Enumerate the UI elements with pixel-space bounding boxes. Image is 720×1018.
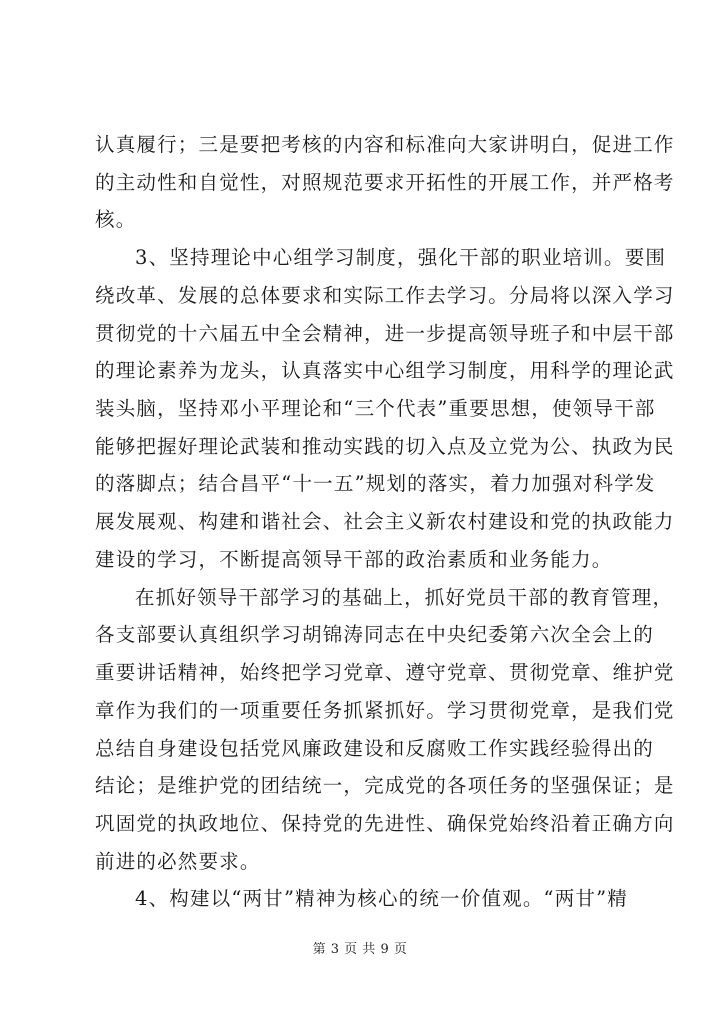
text-line: 总结自身建设包括党风廉政建设和反腐败工作实践经验得出的 bbox=[95, 737, 654, 760]
text-line: 认真履行；三是要把考核的内容和标准向大家讲明白，促进工作 bbox=[95, 133, 675, 156]
text-line: 各支部要认真组织学习胡锦涛同志在中央纪委第六次全会上的 bbox=[95, 623, 654, 646]
text-line: 绕改革、发展的总体要求和实际工作去学习。分局将以深入学习 bbox=[95, 284, 675, 307]
text-line: 前进的必然要求。 bbox=[95, 850, 261, 873]
text-line: 章作为我们的一项重要任务抓紧抓好。学习贯彻党章，是我们党 bbox=[95, 699, 675, 722]
paragraph-start-line: 在抓好领导干部学习的基础上，抓好党员干部的教育管理， bbox=[135, 586, 674, 609]
paragraph-start-line: 4、构建以“两甘”精神为核心的统一价值观。“两甘”精 bbox=[135, 887, 628, 910]
text-line: 结论；是维护党的团结统一，完成党的各项任务的坚强保证；是 bbox=[95, 774, 675, 797]
text-line: 核。 bbox=[95, 208, 137, 231]
text-line: 的落脚点；结合昌平“十一五”规划的落实，着力加强对科学发 bbox=[95, 472, 656, 495]
text-line: 的理论素养为龙头，认真落实中心组学习制度，用科学的理论武 bbox=[95, 359, 675, 382]
paragraph-start-line: 3、坚持理论中心组学习制度，强化干部的职业培训。要围 bbox=[135, 246, 667, 269]
page-number-footer: 第 3 页 共 9 页 bbox=[312, 942, 408, 957]
text-line: 巩固党的执政地位、保持党的先进性、确保党始终沿着正确方向 bbox=[95, 812, 675, 835]
text-line: 重要讲话精神，始终把学习党章、遵守党章、贯彻党章、维护党 bbox=[95, 661, 675, 684]
text-line: 的主动性和自觉性，对照规范要求开拓性的开展工作，并严格考 bbox=[95, 171, 675, 194]
text-line: 建设的学习，不断提高领导干部的政治素质和业务能力。 bbox=[95, 548, 613, 571]
text-line: 展发展观、构建和谐社会、社会主义新农村建设和党的执政能力 bbox=[95, 510, 675, 533]
text-line: 装头脑，坚持邓小平理论和“三个代表”重要思想，使领导干部 bbox=[95, 397, 656, 420]
text-line: 能够把握好理论武装和推动实践的切入点及立党为公、执政为民 bbox=[95, 435, 675, 458]
text-line: 贯彻党的十六届五中全会精神，进一步提高领导班子和中层干部 bbox=[95, 322, 675, 345]
